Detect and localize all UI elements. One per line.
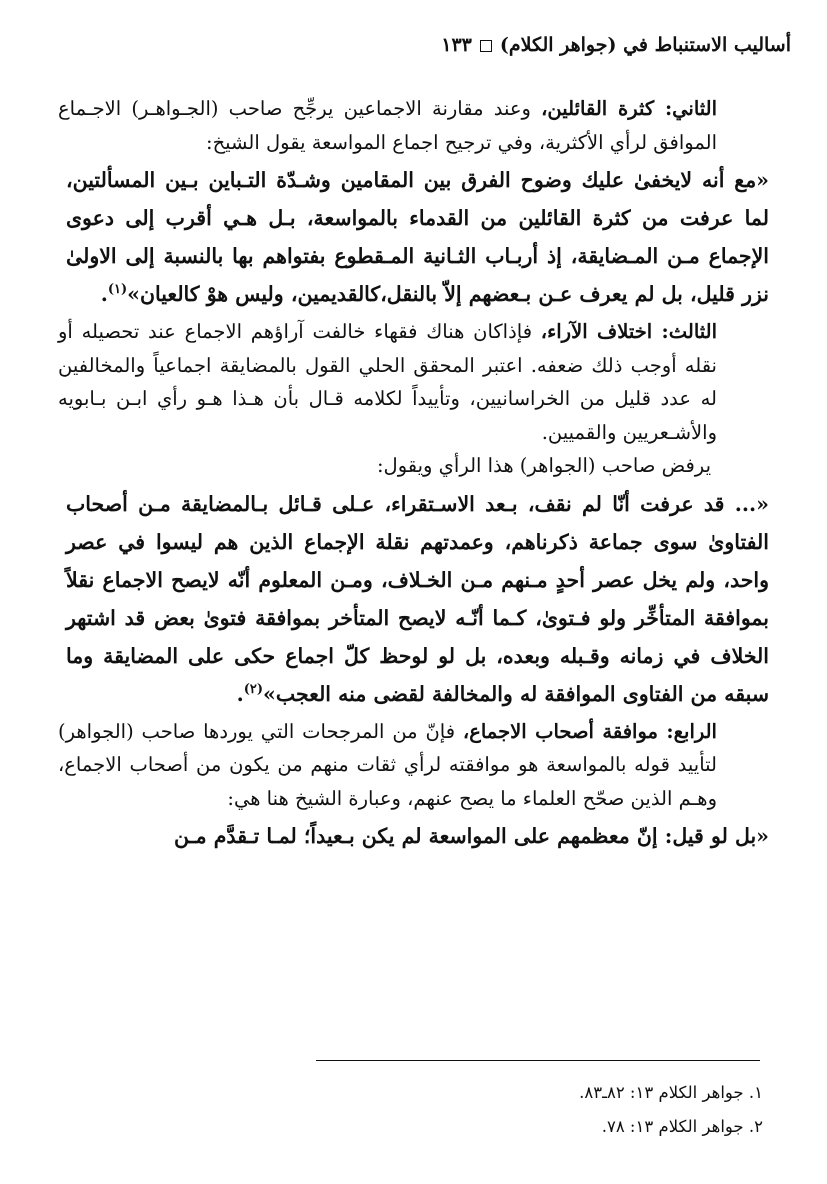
quotation-block-1 [66,161,769,313]
footnote-1: ١. جواهر الكلام ١٣: ٨٢ـ٨٣. [579,1083,763,1102]
footnote-marker: (٢) [243,681,263,697]
paragraph-text: وعند مقارنة الاجماعين يرجِّح صاحب (الجـواهـر) الاجـماع الموافق لرأي الأكثرية، وفي ترجيح اجماع المواسعة يقول الشيخ: [58,97,717,154]
paragraph-fourth-point [58,715,763,816]
quotation-text: «بل لو قيل: إنّ معظمهم على المواسعة لم يكن بـعيداً؛ لمـا تـقدَّم مـن [174,824,769,848]
quotation-end: . [236,681,244,706]
page-number: ١٣٣ [441,34,472,56]
book-title: أساليب الاستنباط في (جواهر الكلام) [499,34,791,56]
running-header [36,34,791,64]
point-heading: الثالث: اختلاف الآراء، [540,320,717,343]
footnote-divider [316,1060,760,1061]
paragraph-second-point [58,92,763,159]
point-heading: الرابع: موافقة أصحاب الاجماع، [462,719,717,743]
quotation-block-2 [66,485,769,713]
footnote-2: ٢. جواهر الكلام ١٣: ٧٨. [601,1117,763,1136]
quotation-end: . [100,282,108,306]
paragraph-rejection-intro: يرفض صاحب (الجواهر) هذا الرأي ويقول: [376,454,711,477]
paragraph-text: فإذاكان هناك فقهاء خالفت آراؤهم الاجماع عند تحصيله أو نقله أوجب ذلك ضعفه. اعتبر المحقق الحلي القول بالمضايقة اجماعياً والمخالفين له عدد قليل من الخراسانيين، وتأييداً لكلامه قـال بأن هـذا هـو رأي ابـن بـابويه والأشـعريين والقميين. [58,320,717,444]
footnote-marker: (١) [107,282,128,298]
point-heading: الثاني: كثرة القائلين، [541,97,718,120]
quotation-text: «مع أنه لايخفىٰ عليك وضوح الفرق بين المقامين وشـدّة التـباين بـين المسألتين، لما عرفت من كثرة القائلين من القدماء بالمواسعة، بـل هـي أقرب إلى دعوى الإجماع مـن المـضايقة، إذ أربـاب الثـانية المـقطوع بفتواهم بها بالنسبة إلى الاولىٰ نزر قليل، بل لم يعرف عـن بـعضهم إلاّ بالنقل،كالقديمين، وليس هوْ كالعيان» [66,168,769,306]
footnotes [300,1076,763,1144]
paragraph-third-point [58,315,763,449]
page-body [58,92,769,857]
quotation-text: «... قد عرفت أنّا لم نقف، بـعد الاسـتقراء، عـلى قـائل بـالمضايقة مـن أصحاب الفتاوىٰ سوى جماعة ذكرناهم، وعمدتهم نقلة الإجماع الذين هم ليسوا في عصر واحد، ولم يخل عصر أحدٍ مـنهم مـن الخـلاف، ومـن المعلوم أنّه لايصح الاجماع نقلاً بموافقة المتأخِّر ولو فـتوىٰ، كـما أنّـه لايصح المتأخر بموافقة فتوىٰ بعض قد اشتهر الخلاف في زمانه وقـبله وبعده، بل لو لوحظ كلّ اجماع حكى على المضايقة وما سبقه من الفتاوى الموافقة له والمخالفة لقضى منه العجب» [66,491,769,706]
quotation-block-3 [66,817,769,855]
square-separator-icon [480,40,492,52]
paragraph-text: فإنّ من المرجحات التي يوردها صاحب (الجواهر) لتأييد قوله بالمواسعة هو موافقته لرأي ثقات منهم من يكون من أصحاب الاجماع، وهـم الذين صحّح العلماء ما يصح عنهم، وعبارة الشيخ هنا هي: [58,719,717,810]
